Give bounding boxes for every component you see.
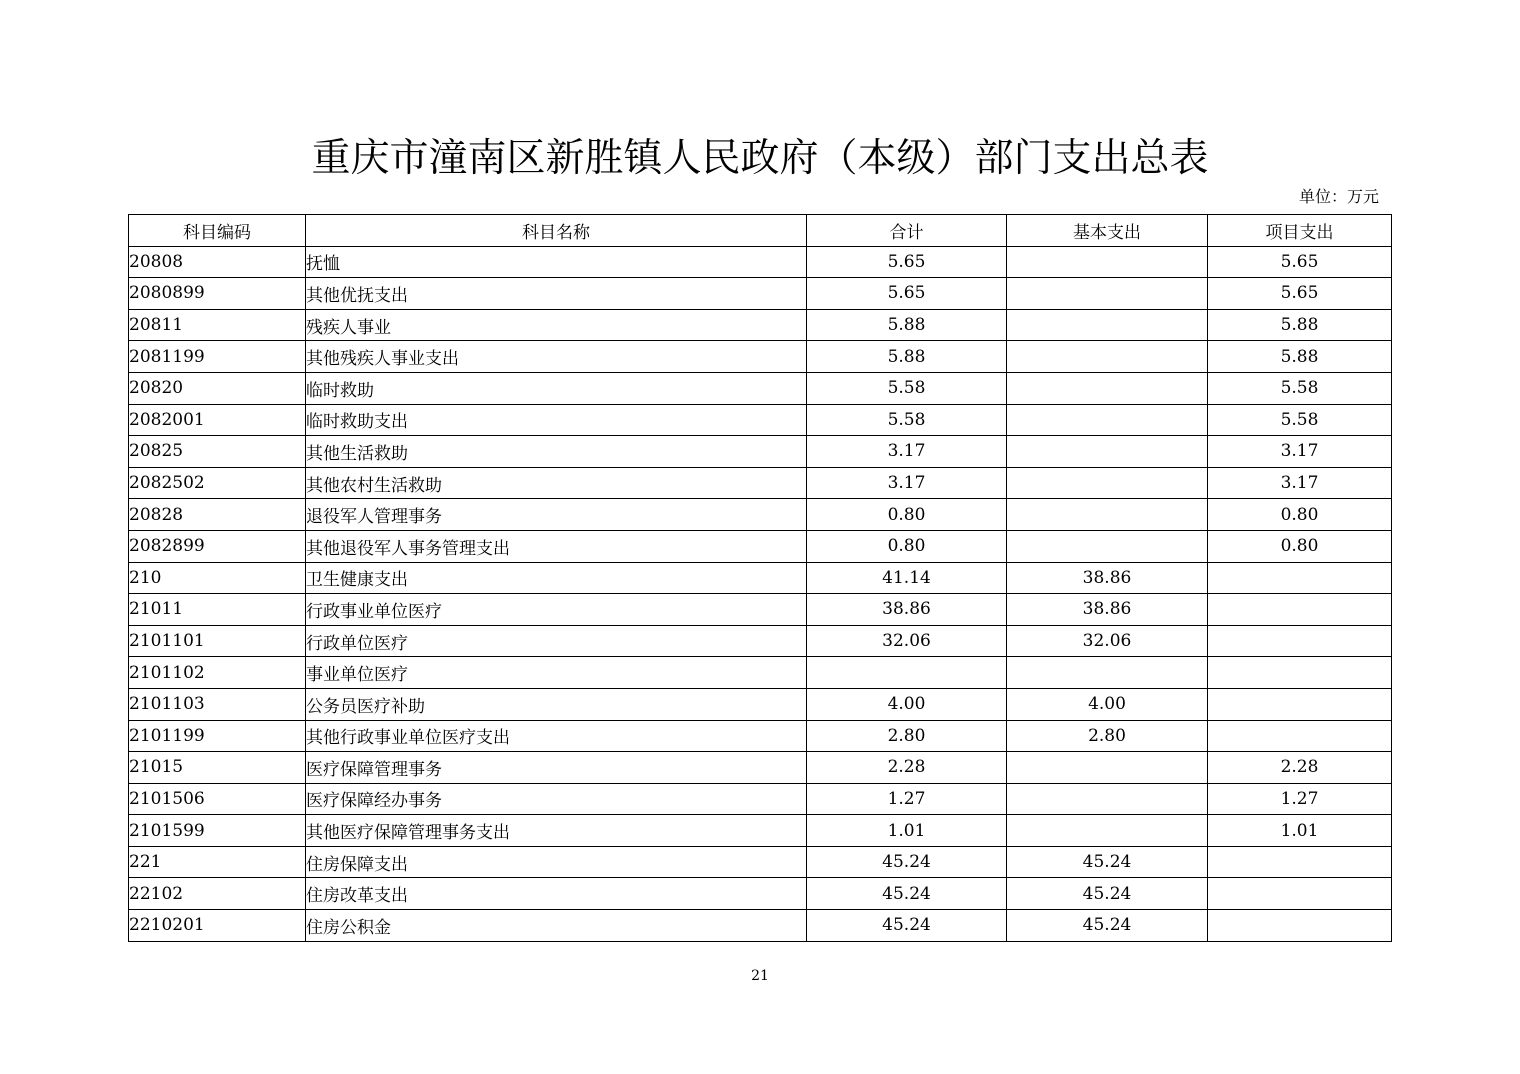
cell-name: 医疗保障经办事务 xyxy=(306,783,807,815)
cell-total: 45.24 xyxy=(807,846,1007,878)
cell-code: 221 xyxy=(129,846,306,878)
table-row xyxy=(129,815,1392,847)
cell-name: 退役军人管理事务 xyxy=(306,499,807,531)
cell-code: 21015 xyxy=(129,752,306,784)
cell-total: 41.14 xyxy=(807,562,1007,594)
cell-project: 5.58 xyxy=(1208,372,1392,404)
table-row xyxy=(129,910,1392,942)
cell-total: 38.86 xyxy=(807,594,1007,626)
cell-basic: 45.24 xyxy=(1007,846,1208,878)
cell-project: 5.88 xyxy=(1208,309,1392,341)
page-number: 21 xyxy=(751,968,769,984)
cell-code: 20820 xyxy=(129,372,306,404)
cell-project xyxy=(1208,562,1392,594)
cell-total xyxy=(807,657,1007,689)
cell-code: 22102 xyxy=(129,878,306,910)
cell-total: 45.24 xyxy=(807,878,1007,910)
cell-name: 住房公积金 xyxy=(306,910,807,942)
cell-total: 0.80 xyxy=(807,499,1007,531)
cell-code: 2101506 xyxy=(129,783,306,815)
header-total: 合计 xyxy=(807,215,1007,247)
cell-project: 1.01 xyxy=(1208,815,1392,847)
cell-basic: 2.80 xyxy=(1007,720,1208,752)
table-row xyxy=(129,783,1392,815)
cell-basic xyxy=(1007,752,1208,784)
cell-basic: 45.24 xyxy=(1007,878,1208,910)
cell-total: 5.88 xyxy=(807,341,1007,373)
cell-basic xyxy=(1007,309,1208,341)
cell-name: 医疗保障管理事务 xyxy=(306,752,807,784)
cell-code: 20828 xyxy=(129,499,306,531)
cell-project xyxy=(1208,720,1392,752)
table-header-row xyxy=(129,215,1392,247)
cell-name: 其他退役军人事务管理支出 xyxy=(306,530,807,562)
cell-name: 其他行政事业单位医疗支出 xyxy=(306,720,807,752)
cell-project: 0.80 xyxy=(1208,530,1392,562)
header-basic: 基本支出 xyxy=(1007,215,1208,247)
cell-code: 2082899 xyxy=(129,530,306,562)
table-row xyxy=(129,499,1392,531)
cell-project xyxy=(1208,594,1392,626)
cell-project: 5.58 xyxy=(1208,404,1392,436)
cell-name: 住房改革支出 xyxy=(306,878,807,910)
page-title: 重庆市潼南区新胜镇人民政府（本级）部门支出总表 xyxy=(311,136,1209,181)
cell-name: 其他生活救助 xyxy=(306,436,807,468)
cell-project xyxy=(1208,688,1392,720)
cell-name: 住房保障支出 xyxy=(306,846,807,878)
header-code: 科目编码 xyxy=(129,215,306,247)
cell-code: 20808 xyxy=(129,246,306,278)
cell-total: 5.65 xyxy=(807,278,1007,310)
cell-basic xyxy=(1007,436,1208,468)
table-row xyxy=(129,309,1392,341)
table-row xyxy=(129,341,1392,373)
cell-code: 20811 xyxy=(129,309,306,341)
cell-total: 5.65 xyxy=(807,246,1007,278)
table-row xyxy=(129,467,1392,499)
cell-code: 2082001 xyxy=(129,404,306,436)
cell-name: 事业单位医疗 xyxy=(306,657,807,689)
cell-code: 2101101 xyxy=(129,625,306,657)
cell-name: 行政单位医疗 xyxy=(306,625,807,657)
table-row xyxy=(129,278,1392,310)
cell-project xyxy=(1208,910,1392,942)
cell-code: 2210201 xyxy=(129,910,306,942)
cell-total: 1.01 xyxy=(807,815,1007,847)
cell-name: 行政事业单位医疗 xyxy=(306,594,807,626)
table-body xyxy=(129,246,1392,941)
table-row xyxy=(129,657,1392,689)
cell-total: 45.24 xyxy=(807,910,1007,942)
cell-total: 5.58 xyxy=(807,404,1007,436)
cell-basic xyxy=(1007,530,1208,562)
expenditure-table xyxy=(128,214,1392,942)
table-row xyxy=(129,846,1392,878)
unit-label: 单位：万元 xyxy=(1298,187,1379,206)
cell-code: 2101103 xyxy=(129,688,306,720)
cell-project: 5.65 xyxy=(1208,278,1392,310)
cell-basic xyxy=(1007,815,1208,847)
cell-project: 3.17 xyxy=(1208,467,1392,499)
cell-code: 2081199 xyxy=(129,341,306,373)
table-row xyxy=(129,878,1392,910)
cell-total: 2.80 xyxy=(807,720,1007,752)
table-row xyxy=(129,372,1392,404)
cell-total: 5.88 xyxy=(807,309,1007,341)
cell-code: 2080899 xyxy=(129,278,306,310)
cell-project: 5.88 xyxy=(1208,341,1392,373)
cell-name: 其他残疾人事业支出 xyxy=(306,341,807,373)
cell-basic xyxy=(1007,341,1208,373)
table-row xyxy=(129,404,1392,436)
cell-code: 2101199 xyxy=(129,720,306,752)
cell-basic: 38.86 xyxy=(1007,594,1208,626)
cell-name: 卫生健康支出 xyxy=(306,562,807,594)
cell-basic xyxy=(1007,278,1208,310)
cell-name: 其他医疗保障管理事务支出 xyxy=(306,815,807,847)
cell-basic xyxy=(1007,246,1208,278)
cell-project: 1.27 xyxy=(1208,783,1392,815)
table-row xyxy=(129,246,1392,278)
cell-project xyxy=(1208,657,1392,689)
table-row xyxy=(129,688,1392,720)
cell-basic: 38.86 xyxy=(1007,562,1208,594)
cell-total: 2.28 xyxy=(807,752,1007,784)
cell-project xyxy=(1208,878,1392,910)
cell-code: 2082502 xyxy=(129,467,306,499)
cell-total: 4.00 xyxy=(807,688,1007,720)
table-row xyxy=(129,720,1392,752)
cell-project: 0.80 xyxy=(1208,499,1392,531)
cell-total: 3.17 xyxy=(807,467,1007,499)
table-row xyxy=(129,436,1392,468)
table-row xyxy=(129,625,1392,657)
table-row xyxy=(129,752,1392,784)
cell-project: 5.65 xyxy=(1208,246,1392,278)
cell-basic: 32.06 xyxy=(1007,625,1208,657)
cell-name: 临时救助支出 xyxy=(306,404,807,436)
cell-name: 临时救助 xyxy=(306,372,807,404)
cell-project xyxy=(1208,625,1392,657)
cell-total: 32.06 xyxy=(807,625,1007,657)
cell-project xyxy=(1208,846,1392,878)
cell-code: 2101102 xyxy=(129,657,306,689)
cell-project: 2.28 xyxy=(1208,752,1392,784)
cell-name: 其他农村生活救助 xyxy=(306,467,807,499)
cell-name: 其他优抚支出 xyxy=(306,278,807,310)
cell-name: 抚恤 xyxy=(306,246,807,278)
cell-name: 公务员医疗补助 xyxy=(306,688,807,720)
cell-code: 21011 xyxy=(129,594,306,626)
cell-total: 0.80 xyxy=(807,530,1007,562)
cell-basic xyxy=(1007,657,1208,689)
cell-code: 20825 xyxy=(129,436,306,468)
cell-basic: 45.24 xyxy=(1007,910,1208,942)
cell-total: 1.27 xyxy=(807,783,1007,815)
table-row xyxy=(129,530,1392,562)
header-name: 科目名称 xyxy=(306,215,807,247)
cell-total: 5.58 xyxy=(807,372,1007,404)
table-row xyxy=(129,594,1392,626)
cell-basic xyxy=(1007,499,1208,531)
cell-basic xyxy=(1007,372,1208,404)
table-row xyxy=(129,562,1392,594)
cell-total: 3.17 xyxy=(807,436,1007,468)
cell-basic xyxy=(1007,404,1208,436)
header-project: 项目支出 xyxy=(1208,215,1392,247)
cell-basic: 4.00 xyxy=(1007,688,1208,720)
cell-name: 残疾人事业 xyxy=(306,309,807,341)
cell-project: 3.17 xyxy=(1208,436,1392,468)
cell-basic xyxy=(1007,467,1208,499)
cell-code: 210 xyxy=(129,562,306,594)
cell-code: 2101599 xyxy=(129,815,306,847)
cell-basic xyxy=(1007,783,1208,815)
